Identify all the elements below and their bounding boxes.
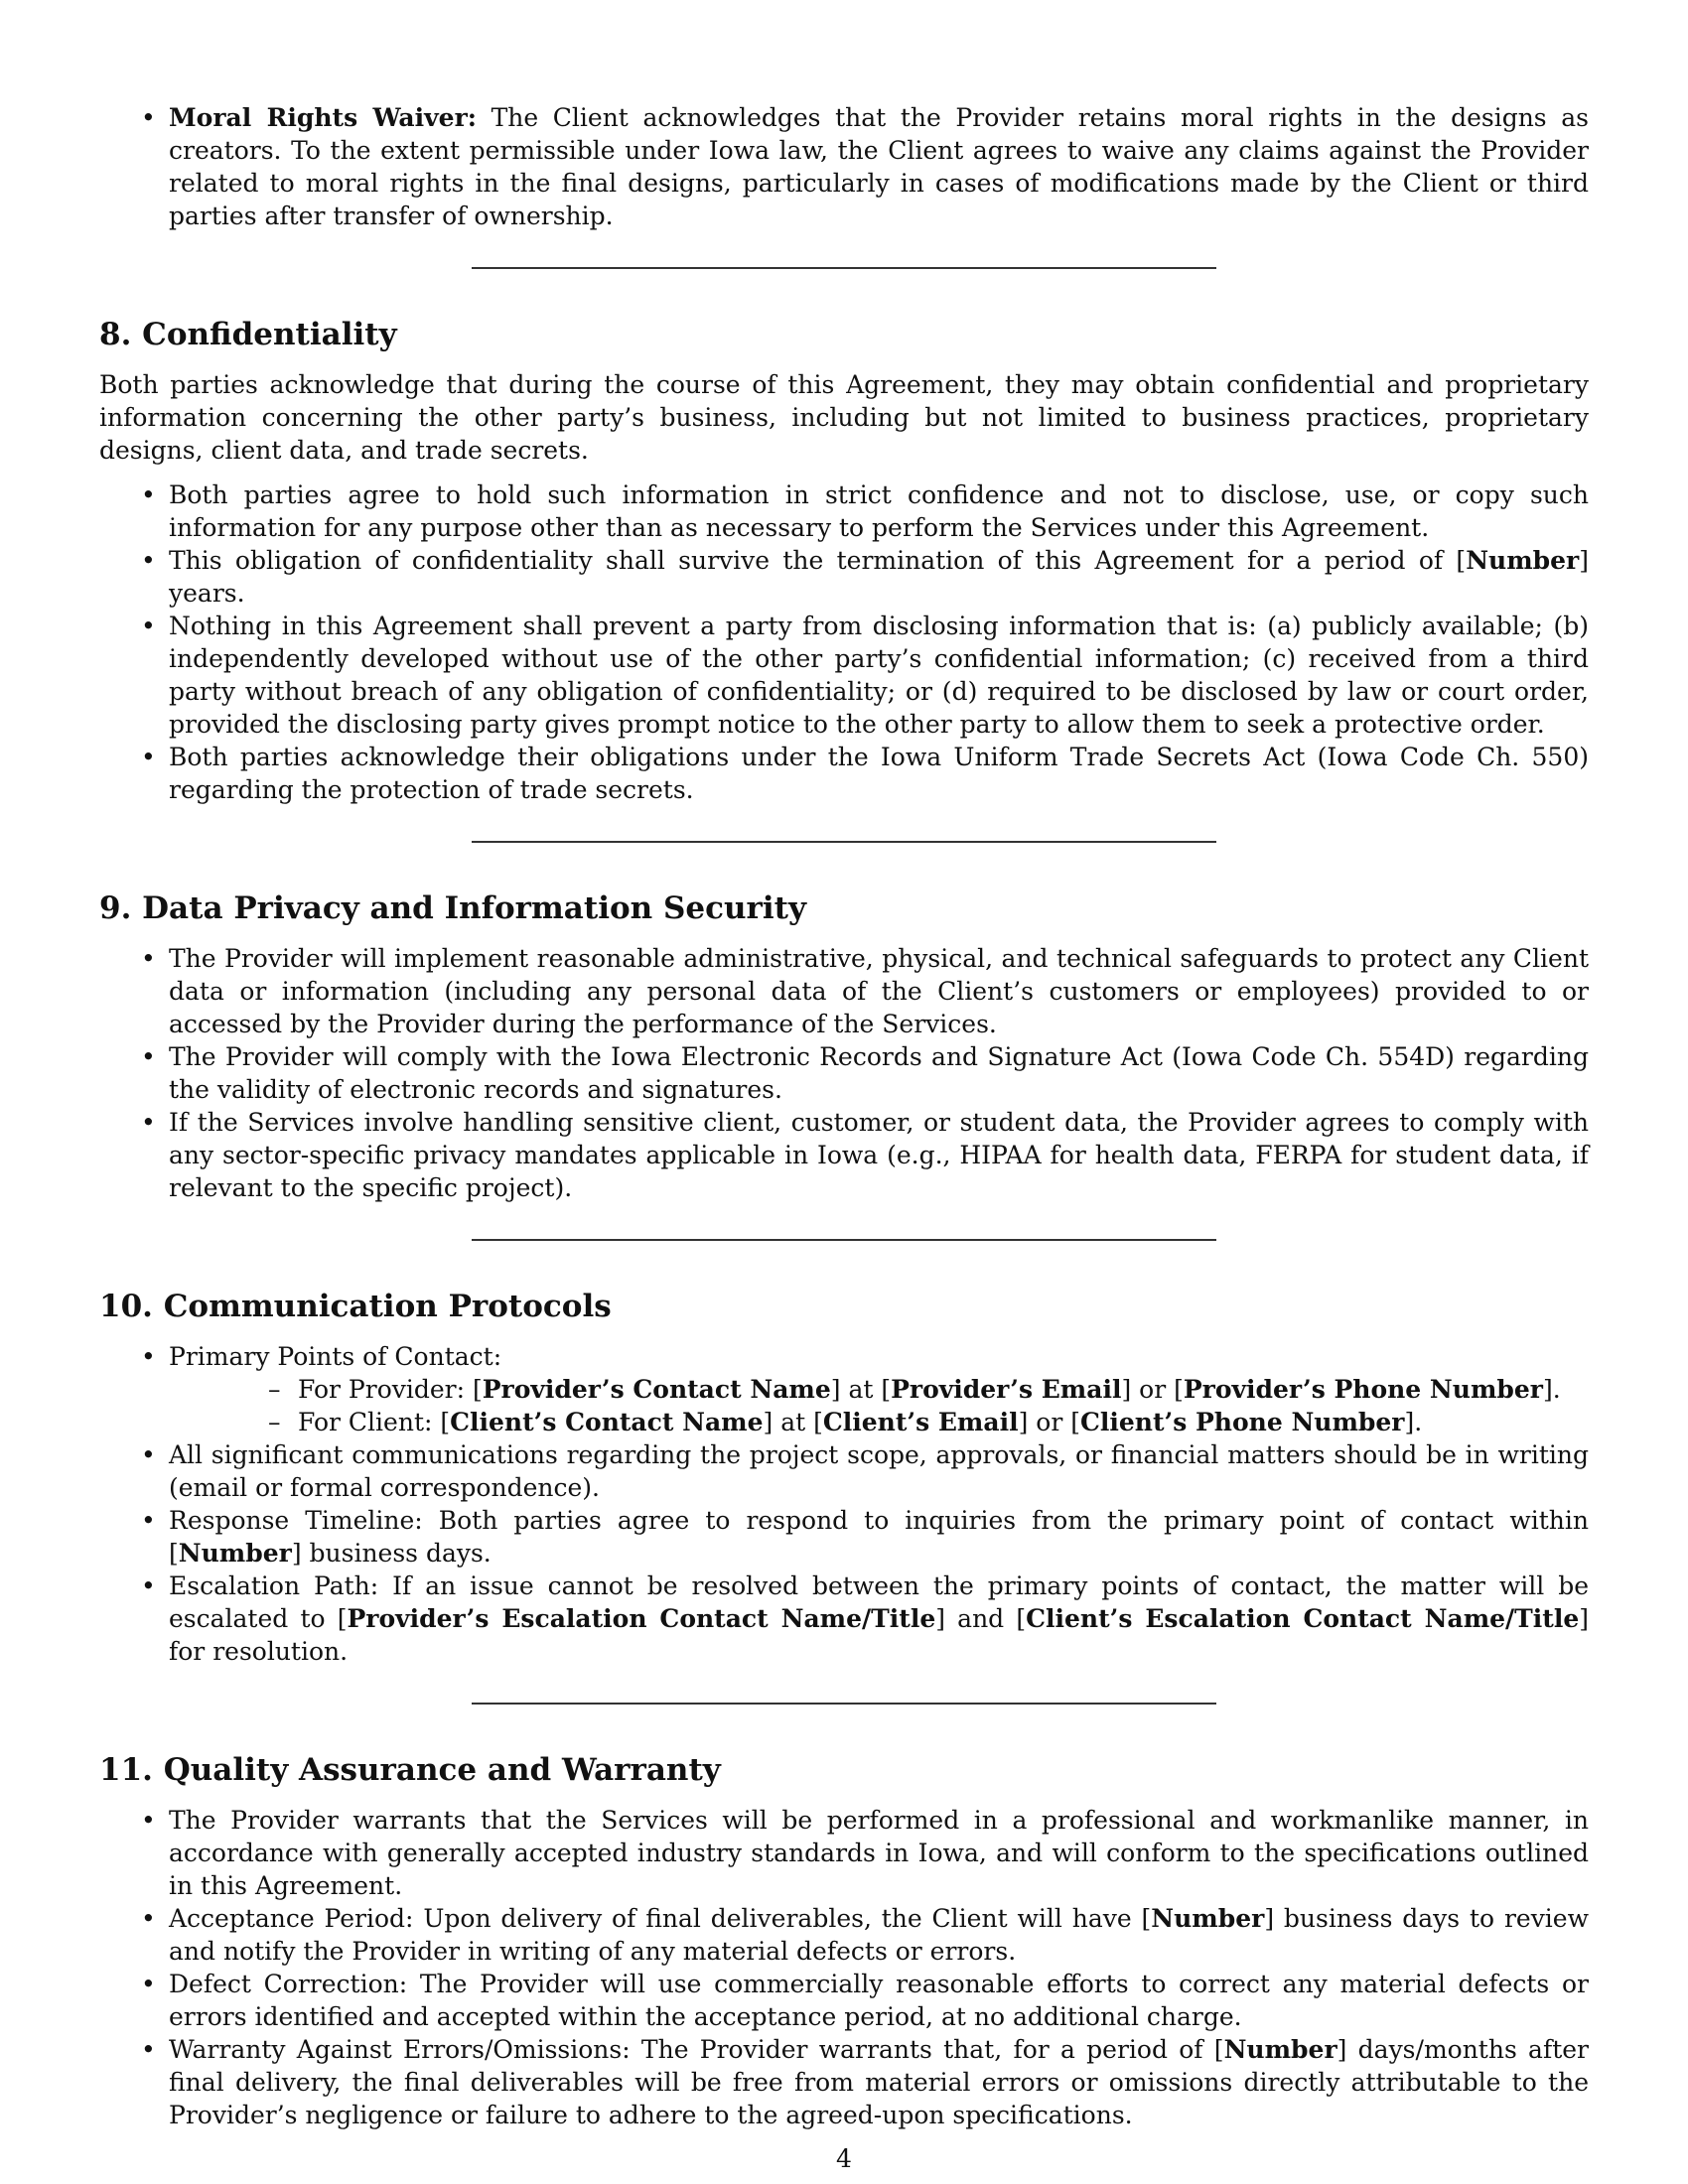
section-11-heading: 11. Quality Assurance and Warranty [99,1752,721,1788]
text-span: ] business days. [291,1539,492,1568]
placeholder-number: Number [1151,1904,1265,1933]
section-divider [472,841,1216,843]
text-span: ] for resolution. [169,1604,1589,1666]
text-span: For Client: [ [298,1408,451,1436]
placeholder-number: Number [1223,2035,1337,2064]
text-span: ]. [1404,1408,1423,1436]
text-span: Response Timeline: Both parties agree to respond to inquiries from the primary point of contact within [ [169,1506,1589,1568]
text-span: ] and [ [935,1604,1027,1633]
placeholder-provider-phone: Provider’s Phone Number [1183,1375,1543,1404]
list-item: • Both parties agree to hold such information in strict confidence and not to disclose, use, or copy such information for any purpose other than as necessary to perform the Services under this Agreement. [99,478,1589,544]
list-item [99,101,1589,232]
text-span: Acceptance Period: Upon delivery of final deliverables, the Client will have [ [169,1904,1152,1933]
moral-rights-label: Moral Rights Waiver: [169,103,477,132]
list-item [99,1570,1589,1668]
section-9-heading: 9. Data Privacy and Information Security [99,890,806,926]
placeholder-client-contact-name: Client’s Contact Name [450,1408,764,1436]
document-page [99,101,1589,2131]
page-number: 4 [836,2144,852,2173]
placeholder-provider-email: Provider’s Email [891,1375,1122,1404]
text-span: For Provider: [ [298,1375,483,1404]
section-divider [472,1239,1216,1241]
section-10-heading: 10. Communication Protocols [99,1289,612,1324]
text-span: ] days/months after final delivery, the final deliverables will be free from material errors or omissions directly attributable to the Provider’s negligence or failure to adhere to the agreed-upon specifications. [169,2035,1590,2129]
list-item: • If the Services involve handling sensitive client, customer, or student data, the Provider agrees to comply with any sector-specific privacy mandates applicable in Iowa (e.g., HIPAA for health data, FERPA for student data, if relevant to the specific project). [99,1106,1589,1204]
list-item [99,544,1589,610]
section-8-list [99,478,1589,806]
placeholder-client-email: Client’s Email [822,1408,1019,1436]
text-span: Warranty Against Errors/Omissions: The Provider warrants that, for a period of [ [169,2035,1224,2064]
placeholder-client-escalation: Client’s Escalation Contact Name/Title [1026,1604,1580,1633]
text-span: Escalation Path: If an issue cannot be resolved between the primary points of contact, the matter will be escalated to [ [169,1571,1589,1633]
section-8-intro: Both parties acknowledge that during the course of this Agreement, they may obtain confidential and proprietary information concerning the other party’s business, including but not limited to business practices, proprietary designs, client data, and trade secrets. [99,370,1589,465]
text-span: ] at [ [763,1408,823,1436]
section-10-list [99,1340,1589,1668]
section-11-list [99,1804,1589,2131]
list-item [99,1504,1589,1570]
list-item: • All significant communications regarding the project scope, approvals, or financial matters should be in writing (email or formal correspondence). [99,1438,1589,1504]
placeholder-provider-contact-name: Provider’s Contact Name [482,1375,831,1404]
text-span: ]. [1542,1375,1561,1404]
list-item [99,1902,1589,1968]
moral-rights-list [99,101,1589,232]
text-span: This obligation of confidentiality shall survive the termination of this Agreement for a period of [ [169,546,1467,575]
text-span: ] or [ [1018,1408,1080,1436]
list-item: • Both parties acknowledge their obligations under the Iowa Uniform Trade Secrets Act (Iowa Code Ch. 550) regarding the protection of trade secrets. [99,741,1589,806]
moral-rights-text: The Client acknowledges that the Provider retains moral rights in the designs as creators. To the extent permissible under Iowa law, the Client agrees to waive any claims against the Provider related to moral rights in the final designs, particularly in cases of modifications made by the Client or third parties after transfer of ownership. [169,103,1589,230]
placeholder-client-phone: Client’s Phone Number [1080,1408,1405,1436]
list-item [99,1340,1589,1438]
list-item: • Nothing in this Agreement shall prevent a party from disclosing information that is: (a) publicly available; (b) independently developed without use of the other party’s confidential information; (c) received from a third party without breach of any obligation of confidentiality; or (d) required to be disclosed by law or court order, provided the disclosing party gives prompt notice to the other party to allow them to seek a protective order. [99,610,1589,741]
section-8-heading: 8. Confidentiality [99,317,397,352]
placeholder-number: Number [178,1539,292,1568]
client-contact-item [169,1406,1589,1438]
list-item: • Defect Correction: The Provider will use commercially reasonable efforts to correct any material defects or errors identified and accepted within the acceptance period, at no additional charge. [99,1968,1589,2033]
text-span: ] business days to review and notify the Provider in writing of any material defects or errors. [169,1904,1590,1966]
list-item: • The Provider will comply with the Iowa Electronic Records and Signature Act (Iowa Code Ch. 554D) regarding the validity of electronic records and signatures. [99,1040,1589,1106]
section-divider [472,1703,1216,1705]
contact-sublist [169,1373,1589,1438]
text-span: ] years. [169,546,1589,608]
list-item [99,2033,1589,2131]
section-divider [472,267,1216,269]
list-item: • The Provider warrants that the Services will be performed in a professional and workmanlike manner, in accordance with generally accepted industry standards in Iowa, and will conform to the specifications outlined in this Agreement. [99,1804,1589,1902]
list-item: • The Provider will implement reasonable administrative, physical, and technical safeguards to protect any Client data or information (including any personal data of the Client’s customers or employees) provided to or accessed by the Provider during the performance of the Services. [99,942,1589,1040]
provider-contact-item [169,1373,1589,1406]
text-span: ] or [ [1121,1375,1184,1404]
text-span: Primary Points of Contact: [169,1342,502,1371]
placeholder-provider-escalation: Provider’s Escalation Contact Name/Title [347,1604,936,1633]
section-9-list [99,942,1589,1204]
placeholder-number: Number [1466,546,1580,575]
text-span: ] at [ [830,1375,892,1404]
